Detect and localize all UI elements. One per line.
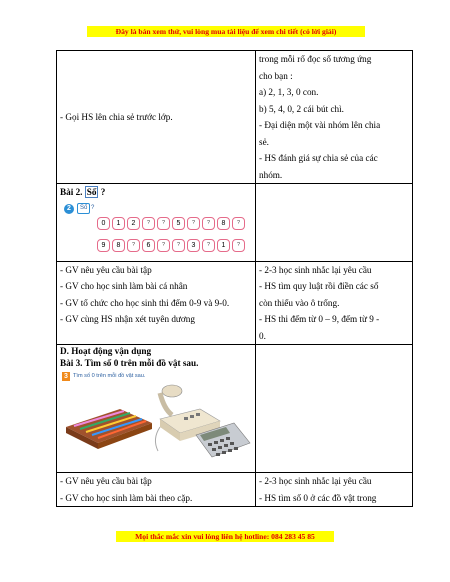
empty-cell [256,184,413,262]
number-cell: 1 [112,217,125,230]
row1-right [256,51,413,184]
text-line: - GV nêu yêu cầu bài tập [60,264,152,275]
text-line: - GV tổ chức cho học sinh thi đếm 0-9 và 9-0. [60,297,230,308]
row1-left [57,51,256,184]
number-cell: ? [142,217,155,230]
text-line: - GV cho học sinh làm bài theo cặp. [60,492,193,503]
section-d-title: D. Hoạt động vận dụng [60,346,152,356]
table-row [57,345,413,473]
text-line: còn thiếu vào ô trống. [259,297,340,308]
table-row [57,261,413,345]
number-cell: ? [172,239,185,252]
text-line: - GV nêu yêu cầu bài tập [60,476,152,486]
number-cell: 8 [112,239,125,252]
counting-tray-icon [66,409,152,449]
section-d-cell [57,345,256,473]
bai2-title [60,184,252,201]
text-line: a) 2, 1, 3, 0 con. [259,87,319,97]
text-line: - HS thi đếm từ 0 – 9, đếm từ 9 - [259,314,380,324]
text-line: - Đại diện một vài nhóm lên chia [259,120,381,130]
header-banner: Đây là bản xem thử, vui lòng mua tài liệu để xem chi tiết (có lời giải) [87,26,365,37]
bai2-cell [57,184,256,262]
number-row-a [97,217,245,230]
number-cell: 8 [217,217,230,230]
exercise-question-mark: ? [91,204,95,211]
number-cell: 2 [127,217,140,230]
number-cell: ? [202,239,215,252]
bai2-title-boxed: Số [86,187,97,197]
number-cell: ? [157,239,170,252]
text-line: b) 5, 4, 0, 2 cái bút chì. [259,103,344,114]
number-cell: 6 [142,239,155,252]
text-line: 0. [259,330,266,341]
footer-banner: Mọi thắc mắc xin vui lòng liên hệ hotline: 084 283 45 85 [116,531,334,542]
exercise3-illustration [60,369,252,472]
empty-cell [256,345,413,473]
text-line: - HS tìm số 0 ở các đồ vật trong [259,492,377,503]
exercise-number-badge: 2 [64,204,74,214]
text-line: sẻ. [259,136,269,147]
text-line: - 2-3 học sinh nhắc lại yêu cầu [259,476,372,486]
household-objects-illustration [60,369,252,472]
text-line: - HS đánh giá sự chia sẻ của các [259,153,378,163]
lesson-table [56,50,413,507]
exercise2-illustration [60,201,252,261]
bai2-title-prefix: Bài 2. [60,187,83,197]
number-cell: ? [232,239,245,252]
text-line: - GV cùng HS nhận xét tuyên dương [60,314,195,324]
row5-right [256,473,413,507]
number-cell: 5 [172,217,185,230]
table-row [57,51,413,184]
text-line: - GV cho học sinh làm bài cá nhân [60,281,188,291]
row5-left [57,473,256,507]
number-cell: ? [157,217,170,230]
text-line: - 2-3 học sinh nhắc lại yêu cầu [259,264,372,275]
row3-right [256,261,413,345]
text-line: cho bạn : [259,70,293,81]
bai3-title: Bài 3. Tìm số 0 trên mỗi đồ vật sau. [60,358,199,368]
row3-left [57,261,256,345]
table-row [57,184,413,262]
number-row-b [97,239,245,252]
row1-left-text: - Gọi HS lên chia sẻ trước lớp. [60,111,173,122]
exercise-label-badge: Số [77,203,90,214]
text-line: nhóm. [259,169,283,180]
number-cell: 9 [97,239,110,252]
exercise-caption: Tìm số 0 trên mỗi đồ vật sau. [73,373,146,379]
number-cell: 1 [217,239,230,252]
number-cell: ? [232,217,245,230]
number-cell: 0 [97,217,110,230]
text-line: trong mỗi rổ đọc số tương ứng [259,54,372,64]
number-cell: ? [202,217,215,230]
text-line: - HS tìm quy luật rồi điền các số [259,281,379,291]
number-cell: ? [187,217,200,230]
exercise-number-badge: 3 [62,372,70,381]
lesson-table-container [56,50,412,507]
table-row [57,473,413,507]
number-cell: 3 [187,239,200,252]
bai2-title-suffix: ? [100,187,106,197]
number-cell: ? [127,239,140,252]
